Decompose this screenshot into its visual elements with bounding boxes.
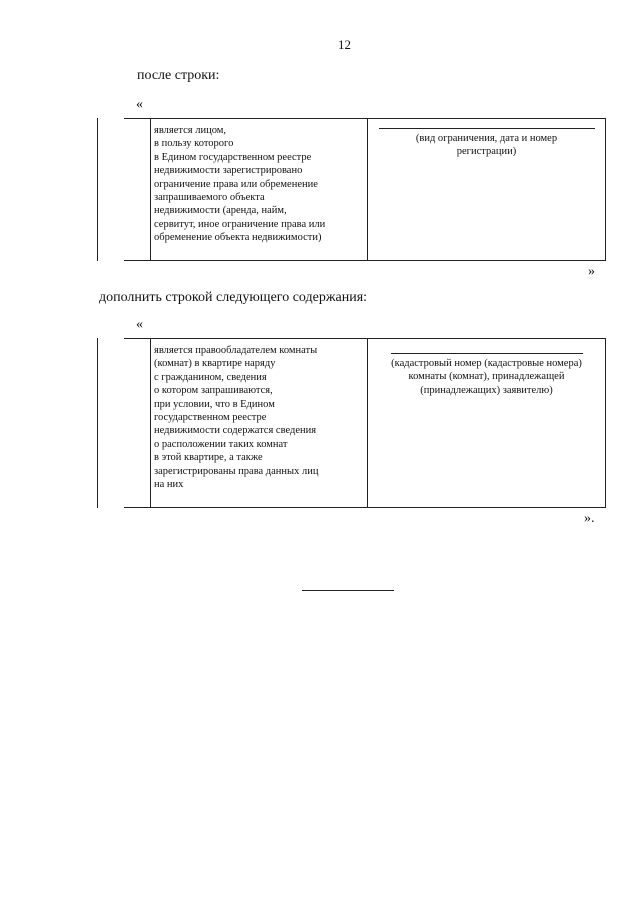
- table-row: [124, 339, 606, 508]
- table-cell-blank: [124, 119, 151, 261]
- table-new-row: [124, 338, 606, 508]
- addition-text: дополнить строкой следующего содержания:: [99, 290, 368, 305]
- open-quote-2: «: [136, 317, 143, 332]
- description-line: запрашиваемого объекта: [154, 192, 265, 204]
- description-line: в пользу которого: [154, 138, 234, 150]
- table-cell-blank: [124, 339, 151, 508]
- description-line: в этой квартире, а также: [154, 452, 263, 464]
- value-hint-line: комнаты (комнат), принадлежащей: [408, 371, 565, 383]
- description-line: недвижимости зарегистрировано: [154, 165, 303, 177]
- value-hint-line: (кадастровый номер (кадастровые номера): [391, 358, 582, 369]
- close-quote-1: »: [588, 264, 595, 279]
- left-tick-1: [97, 118, 98, 261]
- description-line: с гражданином, сведения: [154, 371, 267, 383]
- description-line: обременение объекта недвижимости): [154, 232, 322, 244]
- left-tick-2: [97, 338, 98, 508]
- description-line: сервитут, иное ограничение права или: [154, 218, 326, 230]
- close-quote-2: ».: [584, 511, 595, 526]
- table-row: [124, 119, 606, 261]
- description-line: о расположении таких комнат: [154, 438, 288, 450]
- table-cell-value: [368, 119, 606, 261]
- end-rule: [302, 590, 394, 591]
- description-line: ограничение права или обременение: [154, 178, 318, 190]
- description-line: недвижимости содержатся сведения: [154, 425, 317, 437]
- description-line: при условии, что в Едином: [154, 398, 275, 410]
- value-hint-line: регистрации): [456, 146, 517, 158]
- fill-in-line: [391, 353, 583, 354]
- description-line: в Едином государственном реестре: [154, 151, 312, 163]
- open-quote-1: «: [136, 97, 143, 112]
- description-line: государственном реестре: [154, 412, 267, 424]
- description-line: недвижимости (аренда, найм,: [154, 205, 287, 217]
- description-line: (комнат) в квартире наряду: [154, 358, 276, 370]
- table-old-row: [124, 118, 606, 261]
- intro-text: после строки:: [137, 68, 220, 83]
- description-line: является правообладателем комнаты: [154, 345, 318, 356]
- table-cell-description: [151, 339, 368, 508]
- description-line: является лицом,: [154, 125, 227, 136]
- description-line: зарегистрированы права данных лиц: [154, 465, 319, 477]
- fill-in-line: [379, 128, 595, 129]
- table-cell-value: [368, 339, 606, 508]
- value-hint-line: (вид ограничения, дата и номер: [415, 133, 558, 144]
- page-number: 12: [338, 37, 351, 52]
- table-cell-description: [151, 119, 368, 261]
- description-line: о котором запрашиваются,: [154, 385, 273, 397]
- value-hint-line: (принадлежащих) заявителю): [420, 384, 553, 396]
- description-line: на них: [154, 479, 184, 491]
